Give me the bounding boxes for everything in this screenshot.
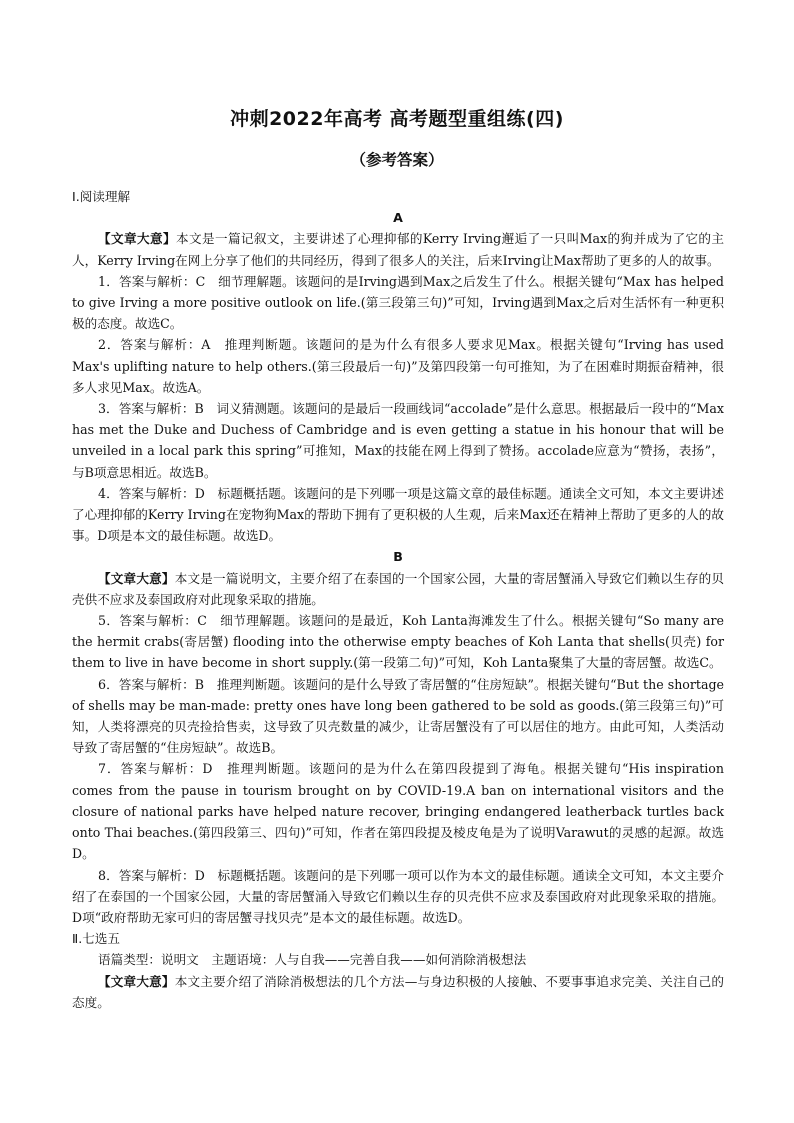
summary-label: 【文章大意】	[98, 570, 175, 586]
summary-text: 本文是一篇记叙文，主要讲述了心理抑郁的Kerry Irving邂逅了一只叫Max的狗并成为了它的主人，Kerry Irving在网上分享了他们的共同经历，得到了很多人的关注，后来Irving让Max帮助了更多的人的故事。	[72, 231, 725, 268]
discourse-meta: 语篇类型：说明文 主题语境：人与自我——完善自我——如何消除消极想法	[98, 952, 527, 968]
part-b-letter: B	[393, 549, 403, 565]
answer-item: 7．答案与解析：D 推理判断题。该题问的是为什么在第四段提到了海龟。根据关键句“His inspiration comes from the pause in tourism brought on by COVID-19.A ban on international visitors and the closure of national parks have helped nature recover, bringing endangered leatherback turtles back onto Thai beaches.(第四段第三、四句)”可知，作者在第四段提及棱皮龟是为了说明Varawut的灵感的起源。故选D。	[72, 761, 724, 862]
answer-item: 2．答案与解析：A 推理判断题。该题问的是为什么有很多人要求见Max。根据关键句“Irving has used Max's uplifting nature to help others.(第三段最后一句)”及第四段第一句可推知，为了在困难时期振奋精神，很多人求见Max。故选A。	[72, 337, 724, 395]
section-heading-reading: Ⅰ.阅读理解	[72, 189, 131, 204]
page-subtitle: （参考答案）	[350, 151, 444, 169]
section-heading-seven-choose-five: Ⅱ.七选五	[72, 931, 120, 947]
document-body	[72, 186, 724, 1013]
answer-item: 6．答案与解析：B 推理判断题。该题问的是什么导致了寄居蟹的“住房短缺”。根据关键句“But the shortage of shells may be man-made: pretty ones have long been gathered to be sold as goods.(第三段第三句)”可知，人类将漂亮的贝壳捡拾售卖，这导致了贝壳数量的减少，让寄居蟹没有了可以居住的地方。由此可知，人类活动导致了寄居蟹的“住房短缺”。故选B。	[72, 676, 724, 756]
answer-item: 8．答案与解析：D 标题概括题。该题问的是下列哪一项可以作为本文的最佳标题。通读全文可知，本文主要介绍了在泰国的一个国家公园，大量的寄居蟹涌入导致它们赖以生存的贝壳供不应求及泰国政府对此现象采取的措施。D项“政府帮助无家可归的寄居蟹寻找贝壳”是本文的最佳标题。故选D。	[72, 867, 724, 925]
section2-summary	[72, 971, 724, 1013]
answer-item: 3．答案与解析：B 词义猜测题。该题问的是最后一段画线词“accolade”是什么意思。根据最后一段中的“Max has met the Duke and Duchess of Cambridge and is even getting a statue in his honour that will be unveiled in a local park this spring”可推知，Max的技能在网上得到了赞扬。accolade应意为“赞扬，表扬”，与B项意思相近。故选B。	[72, 401, 724, 480]
answer-item: 4．答案与解析：D 标题概括题。该题问的是下列哪一项是这篇文章的最佳标题。通读全文可知，本文主要讲述了心理抑郁的Kerry Irving在宠物狗Max的帮助下拥有了更积极的人生观，后来Max还在精神上帮助了更多的人的故事。D项是本文的最佳标题。故选D。	[72, 485, 724, 544]
answer-item: 1．答案与解析：C 细节理解题。该题问的是Irving遇到Max之后发生了什么。根据关键句“Max has helped to give Irving a more positive outlook on life.(第三段第三句)”可知，Irving遇到Max之后对生活怀有一种更积极的态度。故选C。	[72, 273, 724, 332]
summary-label: 【文章大意】	[98, 973, 175, 989]
answer-item: 5．答案与解析：C 细节理解题。该题问的是最近，Koh Lanta海滩发生了什么。根据关键句“So many are the hermit crabs(寄居蟹) flooding into the otherwise empty beaches of Koh Lanta that shells(贝壳) for them to live in have become in short supply.(第一段第二句)”可知，Koh Lanta聚集了大量的寄居蟹。故选C。	[72, 613, 724, 671]
page-title: 冲刺2022年高考 高考题型重组练(四)	[230, 108, 564, 130]
part-a-letter: A	[393, 210, 403, 226]
part-a-summary	[72, 228, 724, 270]
summary-text: 本文是一篇说明文，主要介绍了在泰国的一个国家公园，大量的寄居蟹涌入导致它们赖以生存的贝壳供不应求及泰国政府对此现象采取的措施。	[72, 570, 725, 607]
summary-label: 【文章大意】	[98, 231, 176, 247]
part-b-summary	[72, 568, 724, 610]
summary-text: 本文主要介绍了消除消极想法的几个方法—与身边积极的人接触、不要事事追求完美、关注自己的态度。	[72, 973, 725, 1010]
